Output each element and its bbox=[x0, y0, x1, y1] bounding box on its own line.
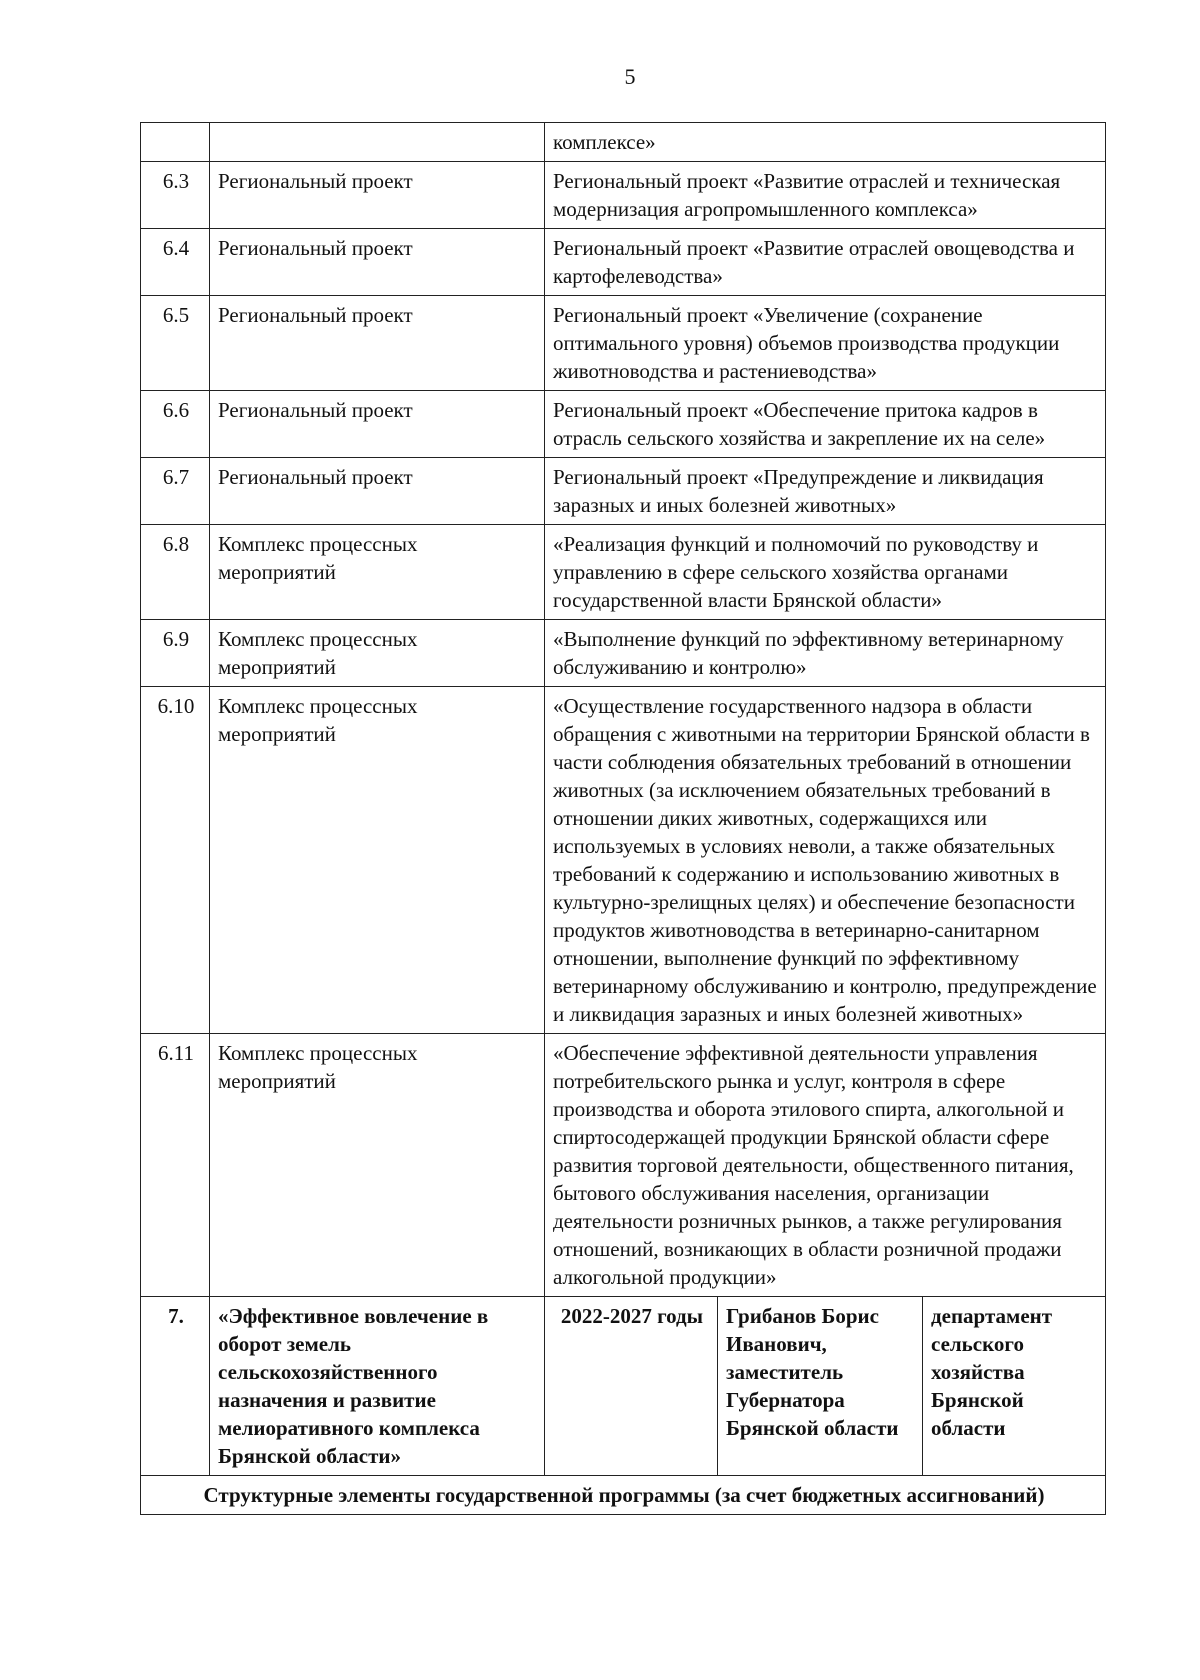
table-row bbox=[141, 525, 1106, 620]
structural-elements-heading: Структурные элементы государственной программы (за счет бюджетных ассигнований) bbox=[141, 1476, 1106, 1515]
row-description: Региональный проект «Обеспечение притока кадров в отрасль сельского хозяйства и закрепление их на селе» bbox=[545, 391, 1106, 458]
table-row bbox=[141, 296, 1106, 391]
row-type: Региональный проект bbox=[210, 162, 545, 229]
row-number: 6.3 bbox=[141, 162, 210, 229]
row-description: «Осуществление государственного надзора в области обращения с животными на территории Брянской области в части соблюдения обязательных требований в отношении животных (за исключением обязательных требований в отношении диких животных, содержащихся или используемых в условиях неволи, а также обязательных требований к содержанию и использованию животных в культурно-зрелищных целях) и обеспечение безопасности продуктов животноводства в ветеринарно-санитарном отношении, выполнение функций по эффективному ветеринарному обслуживанию и контролю, предупреждение и ликвидация заразных и иных болезней животных» bbox=[545, 687, 1106, 1034]
section-responsible: Грибанов Борис Иванович, заместитель Губернатора Брянской области bbox=[718, 1297, 923, 1476]
table-row bbox=[141, 123, 1106, 162]
row-type: Комплекс процессных мероприятий bbox=[210, 1034, 545, 1297]
table-row bbox=[141, 391, 1106, 458]
row-description: «Обеспечение эффективной деятельности управления потребительского рынка и услуг, контроля в сфере производства и оборота этилового спирта, алкогольной и спиртосодержащей продукции Брянской области сфере развития торговой деятельности, общественного питания, бытового обслуживания населения, организации деятельности розничных рынков, а также регулирования отношений, возникающих в области розничной продажи алкогольной продукции» bbox=[545, 1034, 1106, 1297]
table-row bbox=[141, 229, 1106, 296]
row-number: 6.8 bbox=[141, 525, 210, 620]
row-number: 6.5 bbox=[141, 296, 210, 391]
row-number: 6.7 bbox=[141, 458, 210, 525]
footer-row bbox=[141, 1476, 1106, 1515]
row-number: 6.6 bbox=[141, 391, 210, 458]
row-type: Комплекс процессных мероприятий bbox=[210, 620, 545, 687]
table-row bbox=[141, 458, 1106, 525]
row-number: 6.10 bbox=[141, 687, 210, 1034]
section-period: 2022-2027 годы bbox=[545, 1297, 718, 1476]
row-description: Региональный проект «Развитие отраслей овощеводства и картофелеводства» bbox=[545, 229, 1106, 296]
table-row bbox=[141, 1034, 1106, 1297]
row-type bbox=[210, 123, 545, 162]
row-description: «Реализация функций и полномочий по руководству и управлению в сфере сельского хозяйства органами государственной власти Брянской области» bbox=[545, 525, 1106, 620]
program-table bbox=[140, 122, 1106, 1515]
row-type: Региональный проект bbox=[210, 391, 545, 458]
section-executor: департамент сельского хозяйства Брянской области bbox=[923, 1297, 1106, 1476]
page-number: 5 bbox=[624, 64, 636, 89]
row-type: Региональный проект bbox=[210, 458, 545, 525]
table-row bbox=[141, 620, 1106, 687]
row-type: Комплекс процессных мероприятий bbox=[210, 525, 545, 620]
row-number: 6.9 bbox=[141, 620, 210, 687]
row-type: Комплекс процессных мероприятий bbox=[210, 687, 545, 1034]
row-description: Региональный проект «Развитие отраслей и техническая модернизация агропромышленного комплекса» bbox=[545, 162, 1106, 229]
row-description: Региональный проект «Увеличение (сохранение оптимального уровня) объемов производства продукции животноводства и растениеводства» bbox=[545, 296, 1106, 391]
row-type: Региональный проект bbox=[210, 229, 545, 296]
row-number bbox=[141, 123, 210, 162]
row-description: Региональный проект «Предупреждение и ликвидация заразных и иных болезней животных» bbox=[545, 458, 1106, 525]
row-description: «Выполнение функций по эффективному ветеринарному обслуживанию и контролю» bbox=[545, 620, 1106, 687]
section-number: 7. bbox=[141, 1297, 210, 1476]
row-description: комплексе» bbox=[545, 123, 1106, 162]
section-7-row bbox=[141, 1297, 1106, 1476]
row-number: 6.4 bbox=[141, 229, 210, 296]
table-row bbox=[141, 162, 1106, 229]
row-type: Региональный проект bbox=[210, 296, 545, 391]
section-title: «Эффективное вовлечение в оборот земель сельскохозяйственного назначения и развитие мелиоративного комплекса Брянской области» bbox=[210, 1297, 545, 1476]
row-number: 6.11 bbox=[141, 1034, 210, 1297]
table-row bbox=[141, 687, 1106, 1034]
